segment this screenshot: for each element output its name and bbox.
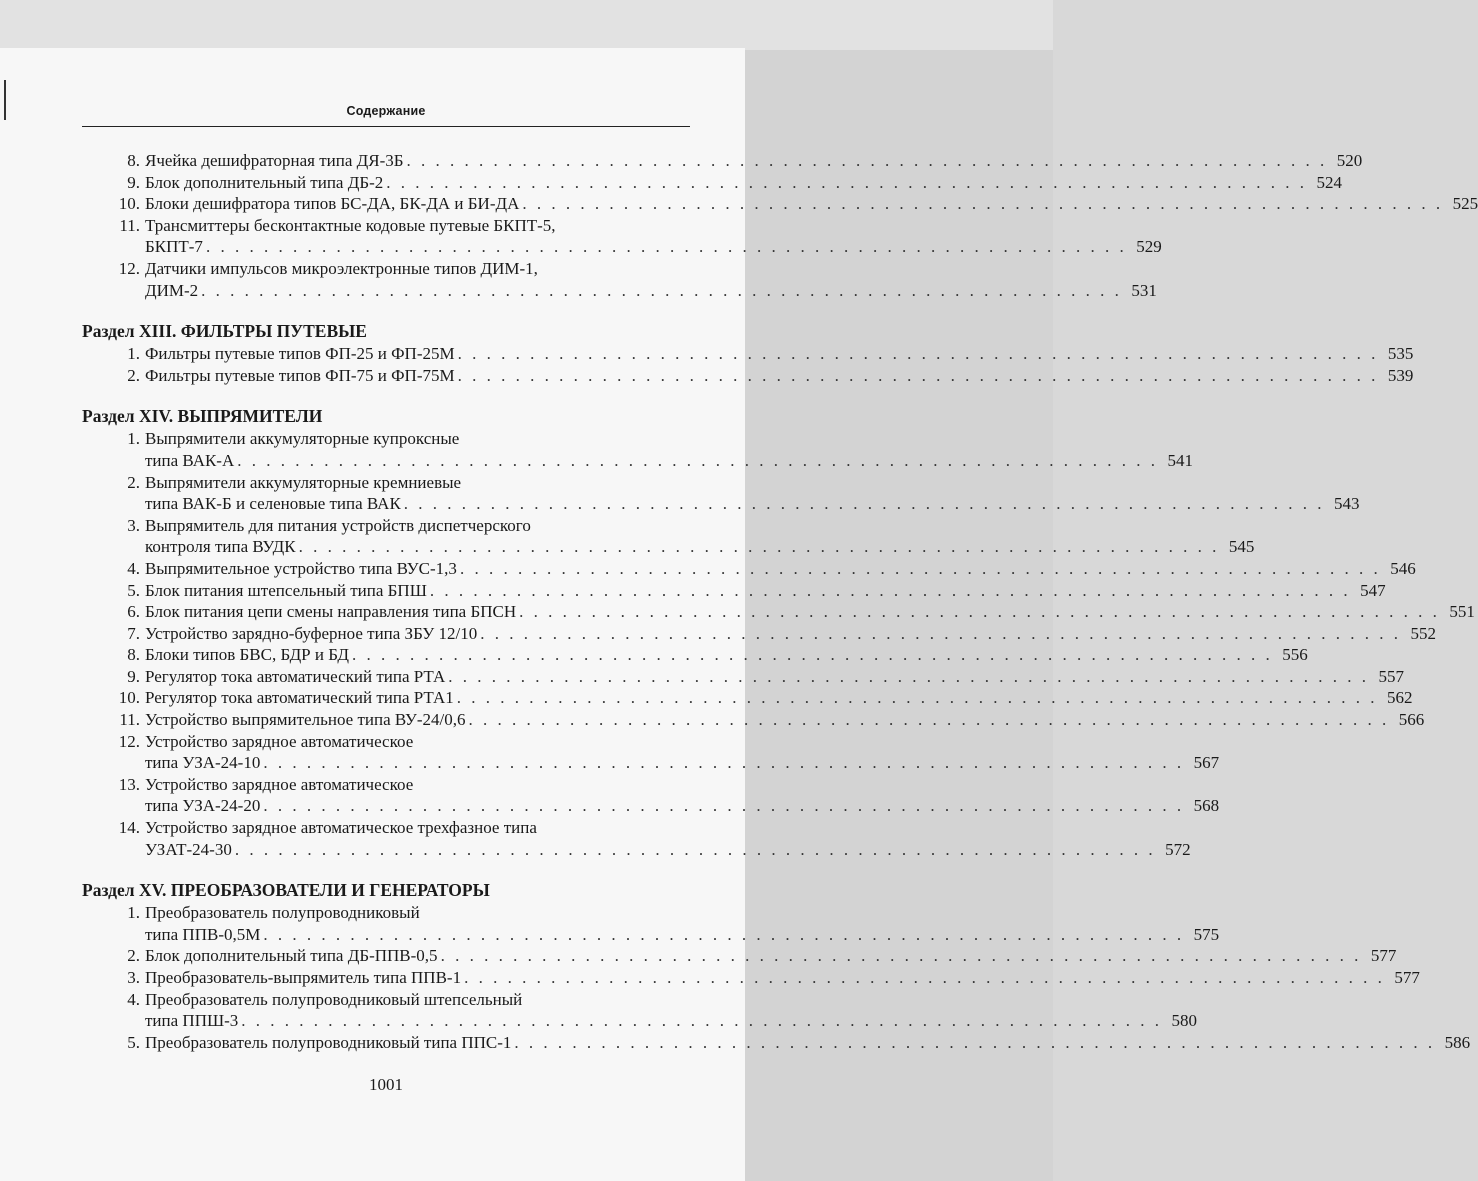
section-title: Раздел XIII. ФИЛЬТРЫ ПУТЕВЫЕ: [82, 321, 367, 342]
entry-title: Регулятор тока автоматический типа РТА1: [145, 688, 454, 708]
entry-number: 9.: [127, 172, 140, 192]
entry-number: 11.: [119, 710, 140, 730]
toc-section: [82, 150, 1478, 301]
dot-leader: [352, 644, 1273, 666]
entry-page-number: 557: [1378, 666, 1404, 686]
entry-title: Выпрямитель для питания устройств диспетчерского: [145, 515, 531, 535]
entry-number: 1.: [127, 344, 140, 364]
section-title: Раздел XV. ПРЕОБРАЗОВАТЕЛИ И ГЕНЕРАТОРЫ: [82, 880, 490, 901]
entry-page-number: 547: [1360, 580, 1386, 600]
entry-title: Устройство зарядно-буферное типа ЗБУ 12/10: [145, 623, 478, 643]
entry-number: 9.: [127, 666, 140, 686]
toc-entry: [82, 644, 1308, 666]
dot-leader: [458, 365, 1379, 387]
entry-title: Блоки дешифратора типов БС-ДА, БК-ДА и БИ-ДА: [145, 194, 520, 214]
entry-title: Преобразователь полупроводниковый: [145, 903, 420, 923]
entry-page-number: 566: [1398, 710, 1425, 730]
entry-page-number: 543: [1334, 494, 1360, 514]
entry-page-number: 562: [1386, 688, 1413, 708]
entry-page-number: 524: [1316, 172, 1342, 192]
entry-page-number: 577: [1370, 946, 1397, 966]
entry-title: Устройство зарядное автоматическое: [145, 731, 414, 751]
entry-number: 12.: [118, 731, 140, 751]
entry-number: 2.: [127, 472, 140, 492]
entry-title: Блок питания штепсельный типа БПШ: [145, 580, 427, 600]
toc-entry: [82, 580, 1386, 602]
entry-title: Выпрямители аккумуляторные купроксные: [145, 429, 460, 449]
toc-entry: [82, 558, 1416, 580]
entry-number: 4.: [127, 989, 140, 1009]
dot-leader: [464, 967, 1385, 989]
entry-page-number: 575: [1193, 924, 1220, 944]
dot-leader: [404, 493, 1325, 515]
toc-entry: [82, 515, 1255, 558]
dot-leader: [519, 601, 1440, 623]
entry-number: 4.: [127, 558, 140, 578]
entry-title: Выпрямительное устройство типа ВУС-1,3: [145, 558, 457, 578]
running-head: Содержание: [346, 104, 426, 118]
entry-page-number: 568: [1193, 796, 1220, 816]
entry-title: типа ВАК-Б и селеновые типа ВАК: [145, 494, 401, 514]
entry-page-number: 551: [1449, 602, 1475, 622]
toc-entry: [82, 343, 1414, 365]
entry-number: 5.: [127, 1032, 140, 1052]
toc-entry: [82, 666, 1404, 688]
entry-number: 1.: [127, 903, 140, 923]
entry-title: Выпрямители аккумуляторные кремниевые: [145, 472, 462, 492]
dot-leader: [522, 193, 1443, 215]
toc-entry: [82, 687, 1413, 709]
toc-section: [82, 321, 1414, 386]
dot-leader: [263, 795, 1184, 817]
entry-title: УЗАТ-24-30: [145, 839, 232, 859]
scan-background-top: [0, 0, 1053, 50]
entry-number: 13.: [118, 774, 140, 794]
toc-entry: [82, 1032, 1471, 1054]
entry-number: 1.: [127, 429, 140, 449]
entry-title: Блок дополнительный типа ДБ-2: [145, 172, 384, 192]
toc-section: [82, 406, 1475, 860]
entry-page-number: 531: [1131, 280, 1157, 300]
dot-leader: [299, 536, 1220, 558]
dot-leader: [241, 1010, 1162, 1032]
toc-entry: [82, 774, 1220, 817]
entry-number: 12.: [118, 258, 140, 278]
entry-page-number: 525: [1452, 194, 1478, 214]
entry-number: 11.: [119, 215, 140, 235]
entry-title: Фильтры путевые типов ФП-25 и ФП-25М: [145, 344, 455, 364]
entry-title: типа ППВ-0,5М: [145, 924, 261, 944]
entry-title: Преобразователь полупроводниковый типа ППС-1: [145, 1032, 512, 1052]
dot-leader: [235, 839, 1156, 861]
toc-entry: [82, 967, 1420, 989]
dot-leader: [430, 580, 1351, 602]
entry-number: 6.: [127, 602, 140, 622]
entry-title: Датчики импульсов микроэлектронные типов ДИМ-1,: [145, 258, 538, 278]
toc-entry: [82, 472, 1360, 515]
entry-page-number: 541: [1167, 450, 1193, 470]
entry-number: 7.: [127, 623, 140, 643]
entry-title: Блоки типов БВС, БДР и БД: [145, 645, 349, 665]
entry-title: БКПТ-7: [145, 237, 203, 257]
entry-number: 3.: [127, 968, 140, 987]
entry-page-number: 577: [1394, 968, 1420, 987]
entry-title: Преобразователь-выпрямитель типа ППВ-1: [145, 968, 462, 987]
toc-entry: [82, 365, 1414, 387]
entry-title: Фильтры путевые типов ФП-75 и ФП-75М: [145, 365, 455, 385]
entry-title: Ячейка дешифраторная типа ДЯ-3Б: [145, 151, 404, 170]
dot-leader: [469, 709, 1390, 731]
dot-leader: [263, 752, 1184, 774]
entry-title: контроля типа ВУДК: [145, 537, 296, 557]
entry-title: Трансмиттеры бесконтактные кодовые путевые БКПТ-5,: [145, 215, 556, 235]
dot-leader: [457, 687, 1378, 709]
entry-number: 8.: [127, 151, 140, 170]
entry-title: типа УЗА-24-20: [145, 796, 261, 816]
toc-entry: [82, 428, 1193, 471]
dot-leader: [237, 450, 1158, 472]
dot-leader: [263, 924, 1184, 946]
entry-page-number: 580: [1171, 1011, 1198, 1031]
entry-page-number: 535: [1387, 344, 1414, 364]
entry-page-number: 545: [1228, 537, 1255, 557]
toc-entry: [82, 902, 1220, 945]
entry-page-number: 567: [1193, 753, 1220, 773]
toc-entry: [82, 817, 1191, 860]
entry-page-number: 556: [1282, 645, 1308, 665]
entry-title: Блок питания цепи смены направления типа БПСН: [145, 602, 517, 622]
toc-entry: [82, 709, 1425, 731]
entry-number: 5.: [127, 580, 140, 600]
entry-title: типа ППШ-3: [145, 1011, 239, 1031]
scan-edge-mark: [4, 80, 6, 120]
entry-title: типа ВАК-А: [145, 450, 235, 470]
entry-number: 2.: [127, 946, 140, 966]
entry-title: Регулятор тока автоматический типа РТА: [145, 666, 446, 686]
dot-leader: [448, 666, 1369, 688]
dot-leader: [206, 236, 1127, 258]
entry-number: 2.: [127, 365, 140, 385]
toc-entry: [82, 193, 1478, 215]
table-of-contents: [82, 150, 1478, 1053]
dot-leader: [386, 172, 1307, 194]
entry-page-number: 539: [1387, 365, 1414, 385]
page-number: 1001: [369, 1075, 403, 1094]
toc-entry: [82, 623, 1436, 645]
entry-page-number: 586: [1444, 1032, 1471, 1052]
entry-title: Преобразователь полупроводниковый штепсельный: [145, 989, 523, 1009]
toc-entry: [82, 731, 1220, 774]
entry-number: 3.: [127, 515, 140, 535]
entry-number: 10.: [118, 194, 140, 214]
toc-entry: [82, 989, 1198, 1032]
toc-entry: [82, 258, 1157, 301]
dot-leader: [458, 343, 1379, 365]
entry-page-number: 529: [1136, 237, 1162, 257]
toc-section: [82, 880, 1471, 1053]
entry-page-number: 546: [1390, 558, 1416, 578]
entry-title: Устройство зарядное автоматическое: [145, 774, 414, 794]
dot-leader: [201, 280, 1122, 302]
entry-title: типа УЗА-24-10: [145, 753, 261, 773]
entry-title: Устройство зарядное автоматическое трехфазное типа: [145, 818, 537, 838]
toc-entry: [82, 150, 1363, 172]
section-title: Раздел XIV. ВЫПРЯМИТЕЛИ: [82, 406, 323, 427]
header-rule: [82, 126, 690, 127]
dot-leader: [514, 1032, 1435, 1054]
entry-title: Устройство выпрямительное типа ВУ-24/0,6: [145, 710, 466, 730]
toc-entry: [82, 172, 1342, 194]
entry-number: 10.: [118, 688, 140, 708]
toc-entry: [82, 601, 1475, 623]
dot-leader: [480, 623, 1401, 645]
entry-number: 8.: [127, 645, 140, 665]
toc-entry: [82, 945, 1397, 967]
entry-page-number: 552: [1410, 623, 1436, 643]
dot-leader: [441, 945, 1362, 967]
entry-number: 14.: [118, 818, 140, 838]
entry-title: Блок дополнительный типа ДБ-ППВ-0,5: [145, 946, 438, 966]
toc-entry: [82, 215, 1162, 258]
dot-leader: [460, 558, 1381, 580]
entry-title: ДИМ-2: [145, 280, 199, 300]
entry-page-number: 520: [1336, 151, 1363, 170]
entry-page-number: 572: [1165, 839, 1191, 859]
dot-leader: [407, 150, 1328, 172]
